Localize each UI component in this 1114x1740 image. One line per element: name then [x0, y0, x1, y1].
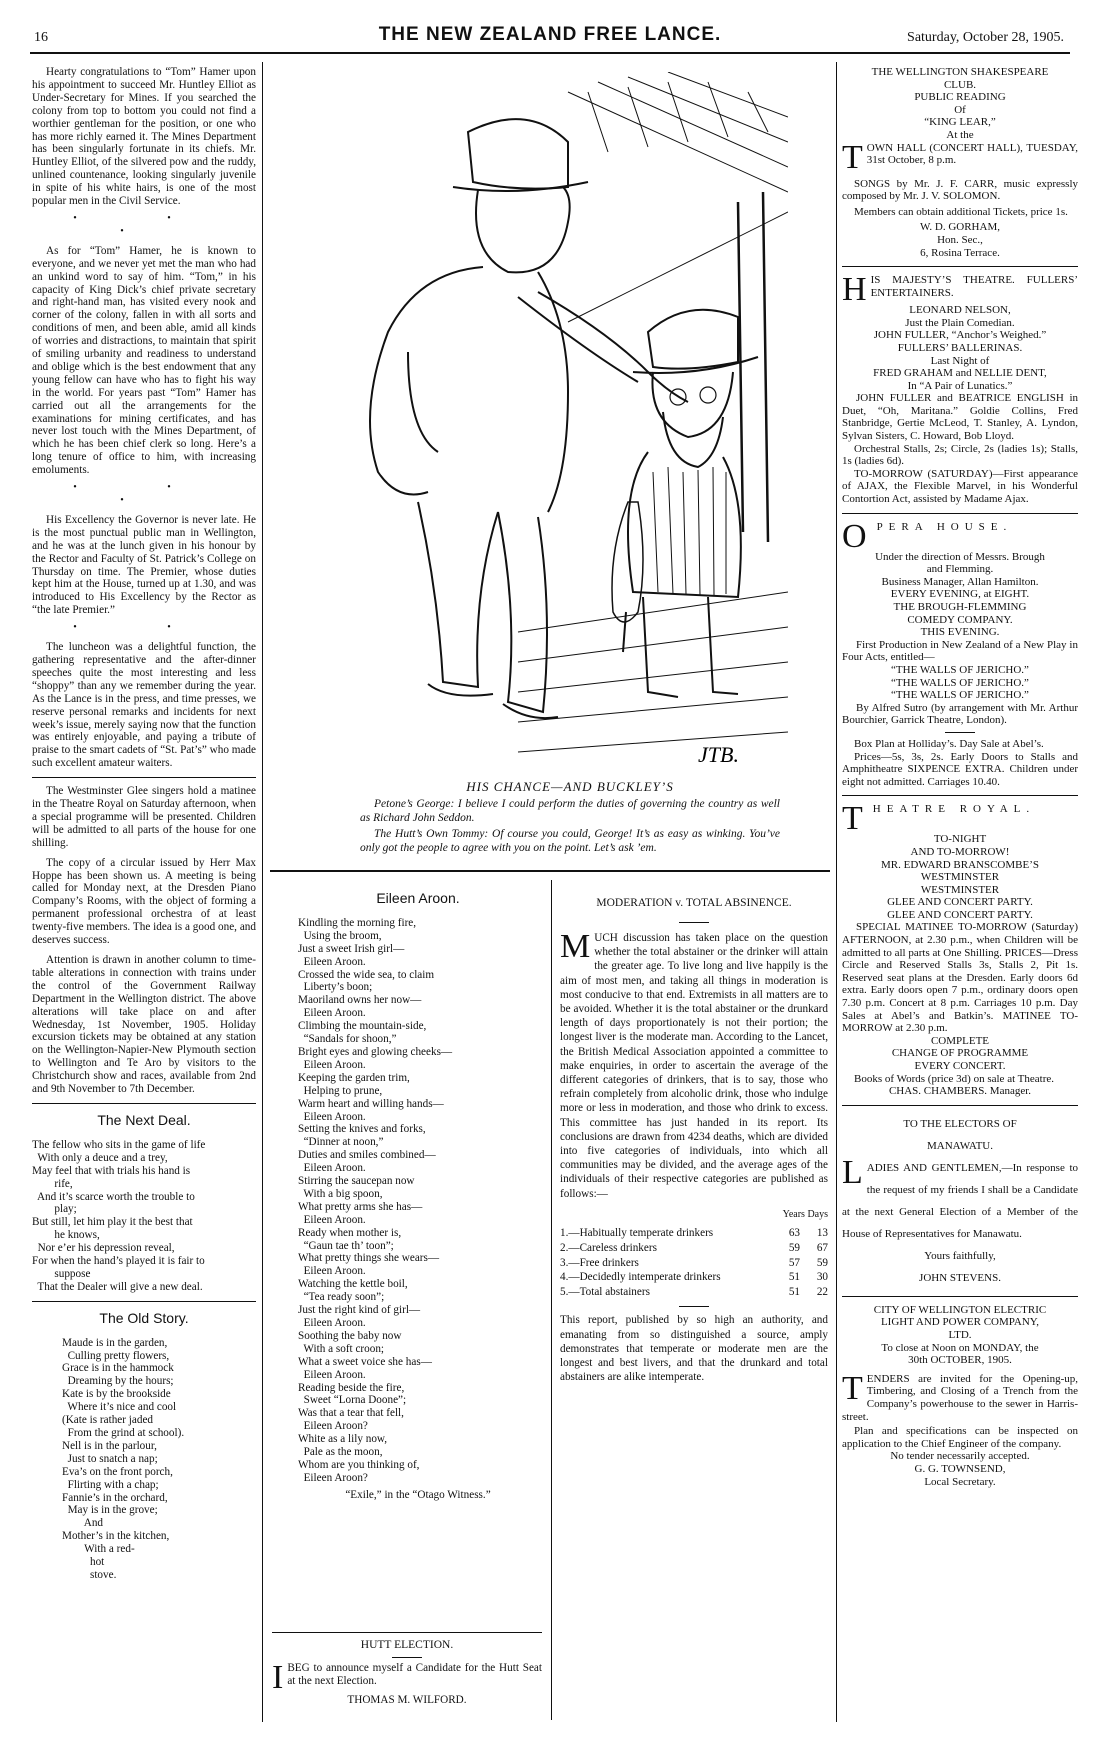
poem-line: And [62, 1517, 104, 1530]
poem-line: And it’s scarce worth the trouble to [32, 1190, 195, 1203]
poem-line: With a red- [62, 1543, 135, 1556]
ad-line: Business Manager, Allan Hamilton. [881, 575, 1039, 588]
table-cell: 57 [788, 1256, 800, 1269]
caption-title: HIS CHANCE—AND BUCKLEY’S [466, 779, 674, 794]
poem-line: For when the hand’s played it is fair to [32, 1255, 205, 1268]
article-paragraph: The Westminster Glee singers hold a matinee in the Theatre Royal on Saturday afternoon, when a special programme will be presented. Children will be admitted to all parts of the house for one shilling. [32, 785, 256, 849]
poem-line: Eileen Aroon? [298, 1471, 368, 1484]
ad-line: “THE WALLS OF JERICHO.” [891, 663, 1029, 676]
column-rule [32, 1103, 256, 1104]
poem-line: Keeping the garden trim, [298, 1071, 410, 1084]
column-divider [836, 62, 837, 1722]
ad-line: Hon. Sec., [937, 233, 983, 246]
ad-line: FULLERS’ BALLERINAS. [897, 341, 1023, 354]
table-row [560, 1256, 828, 1271]
article-body: UCH discussion has taken place on the question whether the total abstainer or the drinker will attain the greater age. To live long and live happily is the aim of most men, and taking all things in moderation is most conducive to that end. Extremists in all matters are to be avoided. Whether it is the total abstainer or the drunkard length of days proportionately is not their portion; the longest liver is the moderate man. According to the Lancet, the British Medical Association appointed a committee to make enquiries, in order to ascertain the average of the different categories of drinkers, that is to say, those who refrain completely from alcoholic drink, those who indulge more or less in moderation, and those who drink to excess. This committee has just handed in its report. Its conclusions are drawn from 4234 deaths, which are divided into five categories of individuals, into which all communities may be divided, and the average ages of the individuals of their respective categories are published as follows:— [560, 932, 828, 1200]
table-cell: 30 [816, 1271, 828, 1284]
ad-line: G. G. TOWNSEND, [914, 1462, 1006, 1475]
ad-line: COMPLETE [930, 1034, 990, 1047]
ad-line: THE WELLINGTON SHAKESPEARE [871, 66, 1049, 78]
ad-text: Box Plan at Holliday’s. Day Sale at Abel’s. [854, 737, 1044, 750]
ad-signature [842, 1245, 1078, 1289]
poem-line: But still, let him play it the best that [32, 1216, 193, 1229]
article-title: MODERATION v. TOTAL ABSINENCE. [596, 897, 792, 909]
ad-line: 6, Rosina Terrace. [920, 246, 1000, 259]
table-row [560, 1285, 828, 1300]
table-cell: 63 [788, 1226, 800, 1239]
poem-line: Eileen Aroon. [298, 1007, 366, 1020]
article-paragraph: Attention is drawn in another column to time-table alterations in connection with trains under the control of the Government Railway Department in the Wellington district. The above alterations will take place on and after Wednesday, 1st November, 1905. Holiday excursion tickets may be obtained at any station on the Wellington-Napier-New Plymouth section to Wellington and Te Aro by visitors to the Christchurch show and races, available from 2nd and 9th November to 7th December. [32, 954, 256, 1096]
ad-line: TO-NIGHT [933, 833, 987, 846]
article-paragraph: The luncheon was a delightful function, the gathering representative and the after-dinner speeches quite the most interesting and less “shoppy” than any we remember during the year. As the Lance is in the press, and time presses, we reserve personal remarks and incidents for next week’s issue, merely saying now that the function was entirely enjoyable, and paying a tribute of praise to the smart cadets of “St. Pat’s” who made such excellent amateur waiters. [32, 641, 256, 770]
ad-line: EVERY EVENING, at EIGHT. [890, 588, 1030, 601]
ad-line: MANAWATU. [926, 1139, 994, 1152]
ad-text: OWN HALL (CONCERT HALL), TUESDAY, 31st October, 8 p.m. [866, 141, 1078, 167]
poem-line: Nell is in the parlour, [62, 1439, 157, 1452]
ad-title: HUTT ELECTION. [360, 1639, 454, 1651]
cartoon-signature: JTB. [698, 742, 739, 767]
poem-line: Warm heart and willing hands— [298, 1097, 444, 1110]
poem-line: White as a lily now, [298, 1433, 388, 1446]
opera-house-ad [842, 551, 1078, 639]
poem-line: Culling pretty flowers, [62, 1349, 170, 1362]
poem-line: Bright eyes and glowing cheeks— [298, 1045, 453, 1058]
ad-text: Members can obtain additional Tickets, price 1s. [854, 205, 1068, 218]
hutt-election-ad [272, 1632, 542, 1722]
ad-line: COMEDY COMPANY. [907, 613, 1013, 626]
table-cell: 3.—Free drinkers [560, 1256, 639, 1269]
poem-line: Fannie’s in the orchard, [62, 1491, 168, 1504]
ad-line: Under the direction of Messrs. Brough [875, 550, 1045, 563]
article-paragraph: His Excellency the Governor is never late. He is the most punctual public man in Wellington, and he was at the lunch given in his honour by the Rector and Faculty of St. Patrick’s College on Thursday on time. The Premier, whose duties kept him at the House, turned up at 1.30, and was introduced to His Excellency by the Rector as “the late Premier.” [32, 513, 256, 617]
ad-text: By Alfred Sutro (by arrangement with Mr. Arthur Bourchier, Garrick Theatre, London). [842, 701, 1078, 727]
poem-line: What pretty arms she has— [298, 1200, 423, 1213]
ad-body: BEG to announce myself a Candidate for the Hutt Seat at the next Election. [287, 1661, 542, 1687]
poem-line: Eileen Aroon. [298, 955, 366, 968]
ad-text: SPECIAL MATINEE TO-MORROW (Saturday) AFTERNOON, at 2.30 p.m., when Children will be admitted to all parts at One Shilling. PRICES—Dress Circle and Reserved Stalls 3s, Stalls 2, Pit 1s. Reserved seat plans at the Dresden. Early doors 6d extra. Early doors open 7 p.m., ordinary doors open 7.30 p.m. Concert at 8 p.m. Carriages 10 p.m. Day Sales at Abel’s and Batkin’s. MATINEE TO-MORROW at 2.30 p.m. [842, 921, 1078, 1035]
table-cell: 51 [788, 1286, 800, 1299]
table-cell: 67 [816, 1241, 828, 1254]
ad-line: THIS EVENING. [920, 626, 1000, 639]
poem-line: Reading beside the fire, [298, 1381, 405, 1394]
poem-line: Eileen Aroon? [298, 1420, 368, 1433]
table-row [560, 1270, 828, 1285]
poem-line: Whom are you thinking of, [298, 1458, 420, 1471]
caption-line: Petone’s George: I believe I could perform the duties of governing the country as well as Richard John Seddon. [360, 798, 780, 824]
article-paragraph: Hearty congratulations to “Tom” Hamer upon his appointment to succeed Mr. Huntley Elliot as Under-Secretary for Mines. If you searched the colony from top to bottom you could not find a worthier gentleman for the position, or one who has more richly earned it. The Mines Department has been singularly fortunate in its chiefs. Mr. Huntley Elliot, of the silvered pow and the ruddy, unlined countenance, looking singularly juvenile in spite of his white hairs, is one of the most popular men in the Civil Service. [32, 66, 256, 208]
poem-line: Eileen Aroon. [298, 1265, 366, 1278]
ad-line: “THE WALLS OF JERICHO.” [891, 676, 1029, 689]
poem-line: Eileen Aroon. [298, 1213, 366, 1226]
poem-line: Kate is by the brookside [62, 1388, 171, 1401]
poem-line: Eileen Aroon. [298, 1368, 366, 1381]
table-cell: 1.—Habitually temperate drinkers [560, 1226, 714, 1239]
drop-cap: O [842, 517, 873, 555]
ad-line: WESTMINSTER [920, 871, 1000, 884]
table-cell: 51 [788, 1271, 800, 1284]
poem-line: From the grind at school). [62, 1427, 185, 1439]
table-cell: 4.—Decidedly intemperate drinkers [560, 1271, 721, 1284]
poem-line: With only a deuce and a trey, [32, 1151, 168, 1164]
shakespeare-ad [842, 66, 1078, 142]
play-title [842, 664, 1078, 702]
ad-text: ADIES AND GENTLEMEN,—In response to the request of my friends I shall be a Candidate at the next General Election of a Member of the House of Representatives for Manawatu. [842, 1161, 1078, 1240]
ad-line: EVERY CONCERT. [914, 1060, 1006, 1072]
poem-line: Helping to prune, [298, 1084, 383, 1097]
poem-line: “Sandals for shoon,” [298, 1033, 397, 1046]
poem-eileen-aroon [298, 917, 538, 1485]
theatre-royal-ad [842, 833, 1078, 921]
ad-line: FRED GRAHAM and NELLIE DENT, [873, 367, 1047, 380]
ad-heading: HEATRE ROYAL. [872, 803, 1036, 816]
caption-line: The Hutt’s Own Tommy: Of course you could, George! It’s as easy as winking. You’ve only got the people to agree with you on the point. Let’s ask ’em. [360, 828, 780, 854]
ad-line: MR. EDWARD BRANSCOMBE’S [881, 858, 1039, 871]
ad-line: PUBLIC READING [914, 91, 1006, 104]
ad-line: At the [946, 128, 974, 141]
table-cell: 5.—Total abstainers [560, 1286, 650, 1299]
poem-line: Mother’s in the kitchen, [62, 1530, 170, 1543]
poem-line: “Dinner at noon,” [298, 1136, 384, 1149]
poem-line: Where it’s nice and cool [62, 1401, 177, 1414]
poem-line: “Tea ready soon”; [298, 1291, 385, 1304]
ad-text: TO-MORROW (SATURDAY)—First appearance of AJAX, the Flexible Marvel, in his Wonderful Contortion Act, assisted by Madame Ajax. [842, 467, 1078, 506]
table-cell: 2.—Careless drinkers [560, 1241, 657, 1254]
poem-title: Eileen Aroon. [376, 890, 460, 906]
ad-line: JOHN STEVENS. [919, 1271, 1001, 1284]
ad-line: Yours faithfully, [924, 1249, 996, 1262]
poem-line: rife, [32, 1177, 73, 1190]
separator-stars: • • [73, 622, 215, 634]
ad-text: Prices—5s, 3s, 2s. Early Doors to Stalls and Amphitheatre SIXPENCE EXTRA. Children under eight not admitted. Carriages 10.40. [842, 750, 1078, 788]
poem-line: Was that a tear that fell, [298, 1407, 404, 1420]
ad-line: To close at Noon on MONDAY, the [881, 1341, 1039, 1354]
poem-line: Soothing the baby now [298, 1329, 402, 1342]
poem-old-story [32, 1337, 256, 1582]
poem-line: Dreaming by the hours; [62, 1375, 174, 1388]
his-majestys-ad [842, 304, 1078, 392]
ad-text: Books of Words (price 3d) on sale at Theatre. [854, 1072, 1055, 1085]
ad-signature [842, 221, 1078, 259]
drop-cap: T [842, 138, 863, 176]
ad-line: TO THE ELECTORS OF [903, 1117, 1017, 1130]
table-row [560, 1226, 828, 1241]
poem-line: Pale as the moon, [298, 1446, 383, 1459]
article-paragraph: As for “Tom” Hamer, he is known to everyone, and we never yet met the man who had an unkind word to say of him. “Tom,” in his capacity of King Dick’s chief private secretary and right-hand man, has visited every nook and corner of the colony, fallen in with all sorts and conditions of men, and been able, amid all kinds of worries and distractions, to maintain that spirit of smiling urbanity and readiness to understand and oblige which is the best endowment that any young fellow can have who has to fight his way in the world. For years past “Tom” Hamer has carried out all the arrangements for the examinations for mining certificates, and has never lost touch with the Mines Department, of which he has been chief clerk so long. Here’s a long tenure of office to him, with increasing emoluments. [32, 244, 256, 477]
ad-text: Plan and specifications can be inspected on application to the Chief Engineer of the company. [842, 1425, 1078, 1450]
column-divider [262, 62, 263, 1722]
ad-line: LIGHT AND POWER COMPANY, [880, 1316, 1040, 1329]
ad-line: “THE WALLS OF JERICHO.” [891, 689, 1029, 702]
poem-line: Eva’s on the front porch, [62, 1465, 173, 1478]
poem-line: May is in the grove; [62, 1504, 158, 1517]
poem-source: “Exile,” in the “Otago Witness.” [345, 1488, 491, 1501]
table-cell: 22 [816, 1286, 828, 1299]
ad-text: Orchestral Stalls, 2s; Circle, 2s (ladies 1s); Stalls, 1s (ladies 6d). [842, 442, 1078, 468]
drop-cap: M [560, 928, 591, 965]
poem-line: Duties and smiles combined— [298, 1149, 436, 1162]
poem-line: suppose [32, 1267, 91, 1280]
poem-line: Grace is in the hammock [62, 1362, 174, 1375]
ad-signature [842, 1450, 1078, 1488]
ad-signature: CHAS. CHAMBERS. Manager. [888, 1085, 1032, 1098]
page-number: 16 [34, 30, 48, 45]
ad-line: Of [954, 103, 966, 116]
poem-title: The Old Story. [99, 1309, 189, 1326]
left-column [32, 66, 256, 1706]
poem-line: Using the broom, [298, 929, 382, 942]
ad-lines [842, 1035, 1078, 1073]
cartoon-illustration [268, 72, 788, 772]
poem-line: The fellow who sits in the game of life [32, 1138, 206, 1151]
ad-line: JOHN FULLER, “Anchor’s Weighed.” [873, 329, 1047, 342]
ad-line: AND TO-MORROW! [910, 845, 1010, 858]
ad-line: CITY OF WELLINGTON ELECTRIC [873, 1303, 1047, 1316]
issue-date: Saturday, October 28, 1905. [907, 30, 1064, 45]
poem-line: Kindling the morning fire, [298, 916, 417, 929]
poem-line: With a soft croon; [298, 1342, 385, 1355]
poem-line: Flirting with a chap; [62, 1478, 159, 1491]
poem-line: Eileen Aroon. [298, 1162, 366, 1175]
ad-line: 30th OCTOBER, 1905. [908, 1354, 1012, 1367]
ad-line: LEONARD NELSON, [909, 304, 1011, 317]
ad-line: GLEE AND CONCERT PARTY. [887, 896, 1033, 909]
ad-heading: IS MAJESTY’S THEATRE. FULLERS’ ENTERTAINERS. [870, 274, 1078, 299]
page-header [30, 18, 1070, 54]
poem-line: May feel that with trials his hand is [32, 1164, 191, 1177]
poem-line: Eileen Aroon. [298, 1110, 366, 1123]
table-cell: 59 [788, 1241, 800, 1254]
poem-line: Just the right kind of girl— [298, 1304, 421, 1317]
table-cell: 59 [816, 1256, 828, 1269]
ad-heading: PERA HOUSE. [876, 520, 1013, 533]
electric-company-ad [842, 1304, 1078, 1367]
table-row [560, 1241, 828, 1256]
poem-line: Eileen Aroon. [298, 1317, 366, 1329]
ad-signature: THOMAS M. WILFORD. [347, 1693, 467, 1706]
poem-line: What pretty things she wears— [298, 1252, 440, 1265]
poem-line: Crossed the wide sea, to claim [298, 968, 435, 981]
poem-line: Nor e’er his depression reveal, [32, 1242, 175, 1255]
ad-line: WESTMINSTER [920, 883, 1000, 896]
ad-line: “KING LEAR,” [924, 116, 996, 129]
ad-text: JOHN FULLER and BEATRICE ENGLISH in Duet, “Oh, Maritana.” Goldie Collins, Fred Stanbridge, Gertie McLeod, T. Stanley, A. Lyndon, Sylvan Sisters, C. Howard, Bob Lloyd. [842, 392, 1078, 443]
poem-line: Stirring the saucepan now [298, 1175, 415, 1188]
drop-cap: I [272, 1658, 284, 1696]
poem-column [298, 886, 538, 1626]
poem-line: Maude is in the garden, [62, 1336, 168, 1349]
ad-line: and Flemming. [926, 563, 994, 576]
ad-line: Just the Plain Comedian. [905, 316, 1015, 329]
ad-line: W. D. GORHAM, [920, 221, 1000, 234]
poem-line: Eileen Aroon. [298, 1058, 366, 1071]
poem-line: Liberty’s boon; [298, 981, 373, 994]
column-rule [32, 777, 256, 778]
moderation-article [560, 886, 828, 1716]
ad-text: First Production in New Zealand of a New Play in Four Acts, entitled— [842, 638, 1078, 664]
drop-cap: T [842, 1369, 863, 1407]
article-body: This report, published by so high an authority, and emanating from so distinguished a source, amply demonstrates that temperate or moderate men are the longest and best livers, and that the drunkard and total abstainers are alike intemperate. [560, 1314, 828, 1384]
right-ads-column [842, 66, 1078, 1726]
poem-line: “Gaun tae th’ toon”; [298, 1239, 394, 1252]
poem-line: hot [62, 1556, 105, 1569]
section-rule [270, 870, 830, 872]
drop-cap: L [842, 1153, 863, 1191]
manawatu-ad [842, 1113, 1078, 1157]
ad-line: No tender necessarily accepted. [890, 1450, 1030, 1463]
column-rule [32, 1301, 256, 1302]
poem-line: Just a sweet Irish girl— [298, 942, 405, 955]
poem-line: Maoriland owns her now— [298, 994, 422, 1007]
poem-line: With a big spoon, [298, 1187, 383, 1200]
separator-stars: • • • [73, 482, 215, 506]
poem-line: What a sweet voice she has— [298, 1355, 432, 1368]
poem-line: Setting the knives and forks, [298, 1123, 426, 1136]
poem-line: That the Dealer will give a new deal. [32, 1280, 203, 1293]
poem-line: Watching the kettle boil, [298, 1278, 408, 1291]
poem-line: play; [32, 1203, 77, 1216]
cartoon-caption [360, 780, 780, 857]
table-header: Years Days [782, 1208, 828, 1220]
ad-line: LTD. [948, 1328, 972, 1341]
ad-line: GLEE AND CONCERT PARTY. [887, 908, 1033, 921]
drop-cap: H [842, 271, 867, 309]
ad-line: CLUB. [943, 78, 977, 91]
masthead: THE NEW ZEALAND FREE LANCE. [378, 24, 722, 45]
poem-line: Ready when mother is, [298, 1226, 402, 1239]
article-paragraph: The copy of a circular issued by Herr Max Hoppe has been shown us. A meeting is being called for Monday next, at the Dresden Piano Company’s Rooms, with the object of forming a permanent professional orchestra of at least twenty-five members. The idea is a good one, and deserves success. [32, 856, 256, 947]
poem-line: he knows, [32, 1229, 100, 1242]
poem-line: stove. [62, 1568, 117, 1581]
separator-stars: • • • [73, 212, 215, 237]
poem-line: Climbing the mountain-side, [298, 1020, 427, 1033]
column-divider [551, 880, 552, 1720]
ad-line: Local Secretary. [924, 1475, 996, 1488]
ad-line: In “A Pair of Lunatics.” [907, 379, 1013, 392]
ad-text: SONGS by Mr. J. F. CARR, music expressly composed by Mr. J. V. SOLOMON. [842, 177, 1078, 203]
ad-text: ENDERS are invited for the Opening-up, Timbering, and Closing of a Trench from the Company’s powerhouse to the sewer in Harris-street. [842, 1372, 1078, 1423]
age-table [560, 1226, 828, 1301]
ad-line: Last Night of [930, 354, 990, 367]
ad-line: THE BROUGH-FLEMMING [893, 601, 1027, 613]
poem-next-deal [32, 1139, 256, 1294]
table-cell: 13 [816, 1226, 828, 1239]
drop-cap: T [842, 800, 869, 838]
poem-title: The Next Deal. [97, 1111, 191, 1128]
ad-line: CHANGE OF PROGRAMME [891, 1047, 1029, 1060]
poem-line: Just to snatch a nap; [62, 1452, 158, 1465]
poem-line: Sweet “Lorna Doone”; [298, 1394, 407, 1407]
poem-line: (Kate is rather jaded [62, 1414, 154, 1427]
